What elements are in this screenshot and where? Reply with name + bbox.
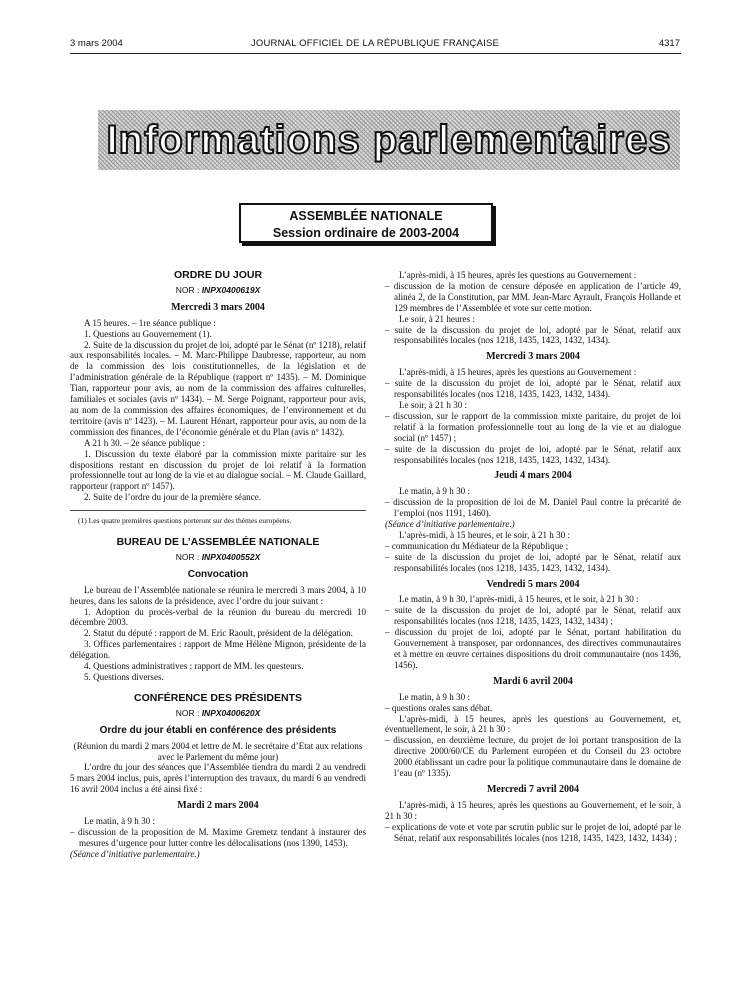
agenda-item: – discussion, sur le rapport de la commission mixte paritaire, du projet de loi relatif à la formation professionnelle tout au long de la vie et au dialogue social (nº 1457) ;	[385, 410, 681, 443]
agenda-item: – explications de vote et vote par scrutin public sur le projet de loi, adopté par le Sénat, relatif aux responsabilités locales (nos 1218, 1435, 1423, 1432, 1434) ;	[385, 821, 681, 843]
header-journal-title: JOURNAL OFFICIEL DE LA RÉPUBLIQUE FRANÇAISE	[250, 38, 500, 49]
paragraph: 3. Offices parlementaires : rapport de Mme Hélène Mignon, présidente de la délégation.	[70, 639, 366, 661]
agenda-item: – suite de la discussion du projet de loi, adopté par le Sénat, relatif aux responsabilités locales (nos 1218, 1435, 1423, 1432, 1434).	[385, 324, 681, 346]
paragraph: L’après-midi, à 15 heures, après les questions au Gouvernement, et le soir, à 21 h 30 :	[385, 799, 681, 821]
agenda-item: – discussion de la proposition de loi de M. Daniel Paul contre la précarité de l’emploi (nos 1191, 1460).	[385, 497, 681, 519]
day-heading: Mercredi 3 mars 2004	[171, 301, 265, 313]
header-rule	[70, 53, 681, 54]
paragraph: Le matin, à 9 h 30 :	[399, 691, 470, 702]
assembly-box	[239, 203, 493, 243]
day-heading: Vendredi 5 mars 2004	[486, 578, 580, 590]
right-column	[385, 270, 681, 844]
header-date: 3 mars 2004	[70, 38, 123, 49]
paragraph: 2. Suite de l’ordre du jour de la première séance.	[84, 492, 262, 503]
footnote: (1) Les quatre premières questions porteront sur des thèmes européens.	[78, 516, 292, 526]
agenda-item: – discussion de la motion de censure déposée en application de l’article 49, alinéa 2, de la Constitution, par MM. Jean-Marc Ayrault, François Hollande et 129 membres de l’Assemblée et vote sur cette motion.	[385, 280, 681, 313]
subsection-heading: Ordre du jour établi en conférence des présidents	[99, 724, 337, 736]
paragraph: L’après-midi, à 15 heures, après les questions au Gouvernement :	[399, 367, 637, 378]
paragraph: L’après-midi, à 15 heures, après les questions au Gouvernement :	[399, 270, 637, 280]
paragraph: 1. Discussion du texte élaboré par la commission mixte paritaire sur les dispositions restant en discussion du projet de loi relatif à la formation professionnelle tout au long de la vie et au dialogue social. – M. Claude Gaillard, rapporteur (rapport nº 1457).	[70, 448, 366, 492]
agenda-item: – discussion de la proposition de M. Maxime Gremetz tendant à instaurer des mesures d’urgence pour lutter contre les délocalisations (nos 1390, 1453).	[70, 826, 366, 848]
paragraph: 5. Questions diverses.	[84, 672, 164, 682]
agenda-item: – questions orales sans débat.	[385, 702, 493, 713]
section-title: BUREAU DE L’ASSEMBLÉE NATIONALE	[116, 536, 320, 549]
nor-reference: NOR : INPX0400619X	[175, 284, 261, 295]
agenda-item: – suite de la discussion du projet de loi, adopté par le Sénat, relatif aux responsabilités locales (nos 1218, 1435, 1423, 1432, 1434) ;	[385, 605, 681, 627]
paragraph: A 15 heures. – 1re séance publique :	[84, 317, 216, 328]
section-title: ORDRE DU JOUR	[173, 269, 263, 281]
paragraph: L’après-midi, à 15 heures, et le soir, à 21 h 30 :	[399, 529, 571, 540]
section-title: CONFÉRENCE DES PRÉSIDENTS	[133, 691, 303, 704]
paragraph: 2. Statut du député : rapport de M. Eric Raoult, président de la délégation.	[84, 628, 353, 639]
paragraph: L’ordre du jour des séances que l’Assemblée tiendra du mardi 2 au vendredi 5 mars 2004 inclus, puis, après l’interruption des travaux, du mardi 6 au vendredi 16 avril 2004 inclus a été ainsi fixé :	[70, 762, 366, 795]
note: (Séance d’initiative parlementaire.)	[70, 848, 200, 859]
day-heading: Mercredi 3 mars 2004	[486, 351, 580, 363]
header-page-number: 4317	[658, 38, 680, 49]
day-heading: Mercredi 7 avril 2004	[486, 783, 580, 795]
agenda-item: – discussion du projet de loi, adopté par le Sénat, portant habilitation du Gouvernement à transposer, par ordonnances, des directives communautaires et à mettre en œuvre certaines dispositions du droit communautaire (nos 1436, 1456).	[385, 627, 681, 670]
paragraph: Le matin, à 9 h 30 :	[84, 816, 155, 827]
agenda-item: – discussion, en deuxième lecture, du projet de loi portant transposition de la directive 2000/60/CE du Parlement européen et du Conseil du 23 octobre 2000 établissant un cadre pour la politique communautaire dans le domaine de l’eau (nº 1335).	[385, 735, 681, 779]
agenda-item: – communication du Médiateur de la République ;	[385, 540, 569, 551]
banner-title: Informations parlementaires	[106, 117, 672, 162]
nor-reference: NOR : INPX0400552X	[175, 551, 261, 562]
session-name: Session ordinaire de 2003-2004	[272, 226, 460, 240]
paragraph: Le matin, à 9 h 30, l’après-midi, à 15 heures, et le soir, à 21 h 30 :	[399, 594, 639, 605]
agenda-item: – suite de la discussion du projet de loi, adopté par le Sénat, relatif aux responsabilités locales (nos 1218, 1435, 1423, 1432, 1434).	[385, 551, 681, 573]
paragraph: 4. Questions administratives : rapport de MM. les questeurs.	[84, 661, 304, 672]
paragraph: A 21 h 30. – 2e séance publique :	[84, 437, 205, 448]
paragraph: 1. Questions au Gouvernement (1).	[84, 328, 212, 339]
note: (Séance d’initiative parlementaire.)	[385, 519, 515, 530]
day-heading: Jeudi 4 mars 2004	[494, 470, 572, 482]
agenda-item: – suite de la discussion du projet de loi, adopté par le Sénat, relatif aux responsabilités locales (nos 1218, 1435, 1423, 1432, 1434).	[385, 443, 681, 465]
paragraph: L’après-midi, à 15 heures, après les questions au Gouvernement, et, éventuellement, le soir, à 21 h 30 :	[385, 713, 681, 735]
paragraph: 2. Suite de la discussion du projet de loi, adopté par le Sénat (nº 1218), relatif aux responsabilités locales. – M. Marc-Philippe Daubresse, rapporteur, au nom de la commission des lois constitutionnelles, de la législation et de l’administration générale de la République (rapport nº 1435). – M. Dominique Tian, rapporteur pour avis, au nom de la commission des affaires culturelles, familiales et sociales (avis nº 1434). – M. Serge Poignant, rapporteur pour avis, au nom de la commission des affaires économiques, de l’environnement et du territoire (avis nº 1423). – M. Laurent Hénart, rapporteur pour avis, au nom de la commission des finances, de l’économie générale et du Plan (avis nº 1432).	[70, 339, 366, 437]
paragraph: Le bureau de l’Assemblée nationale se réunira le mercredi 3 mars 2004, à 10 heures, dans les salons de la présidence, avec l’ordre du jour suivant :	[70, 584, 366, 606]
day-heading: Mardi 6 avril 2004	[493, 675, 573, 687]
nor-reference: NOR : INPX0400620X	[175, 707, 261, 718]
page-header	[70, 38, 680, 52]
paragraph: Le soir, à 21 heures :	[399, 313, 475, 324]
assembly-name: ASSEMBLÉE NATIONALE	[289, 209, 443, 223]
footnote-rule	[70, 510, 366, 511]
left-column	[70, 270, 366, 860]
paragraph: Le matin, à 9 h 30 :	[399, 486, 470, 497]
day-heading: Mardi 2 mars 2004	[177, 800, 259, 812]
paragraph: 1. Adoption du procès-verbal de la réunion du bureau du mercredi 10 décembre 2003.	[70, 606, 366, 628]
paragraph: (Réunion du mardi 2 mars 2004 et lettre de M. le secrétaire d’Etat aux relations avec le Parlement du même jour)	[73, 740, 363, 762]
section-banner	[98, 110, 680, 170]
subsection-heading: Convocation	[187, 568, 249, 580]
agenda-item: – suite de la discussion du projet de loi, adopté par le Sénat, relatif aux responsabilités locales (nos 1218, 1435, 1423, 1432, 1434).	[385, 378, 681, 400]
paragraph: Le soir, à 21 h 30 :	[399, 399, 468, 410]
